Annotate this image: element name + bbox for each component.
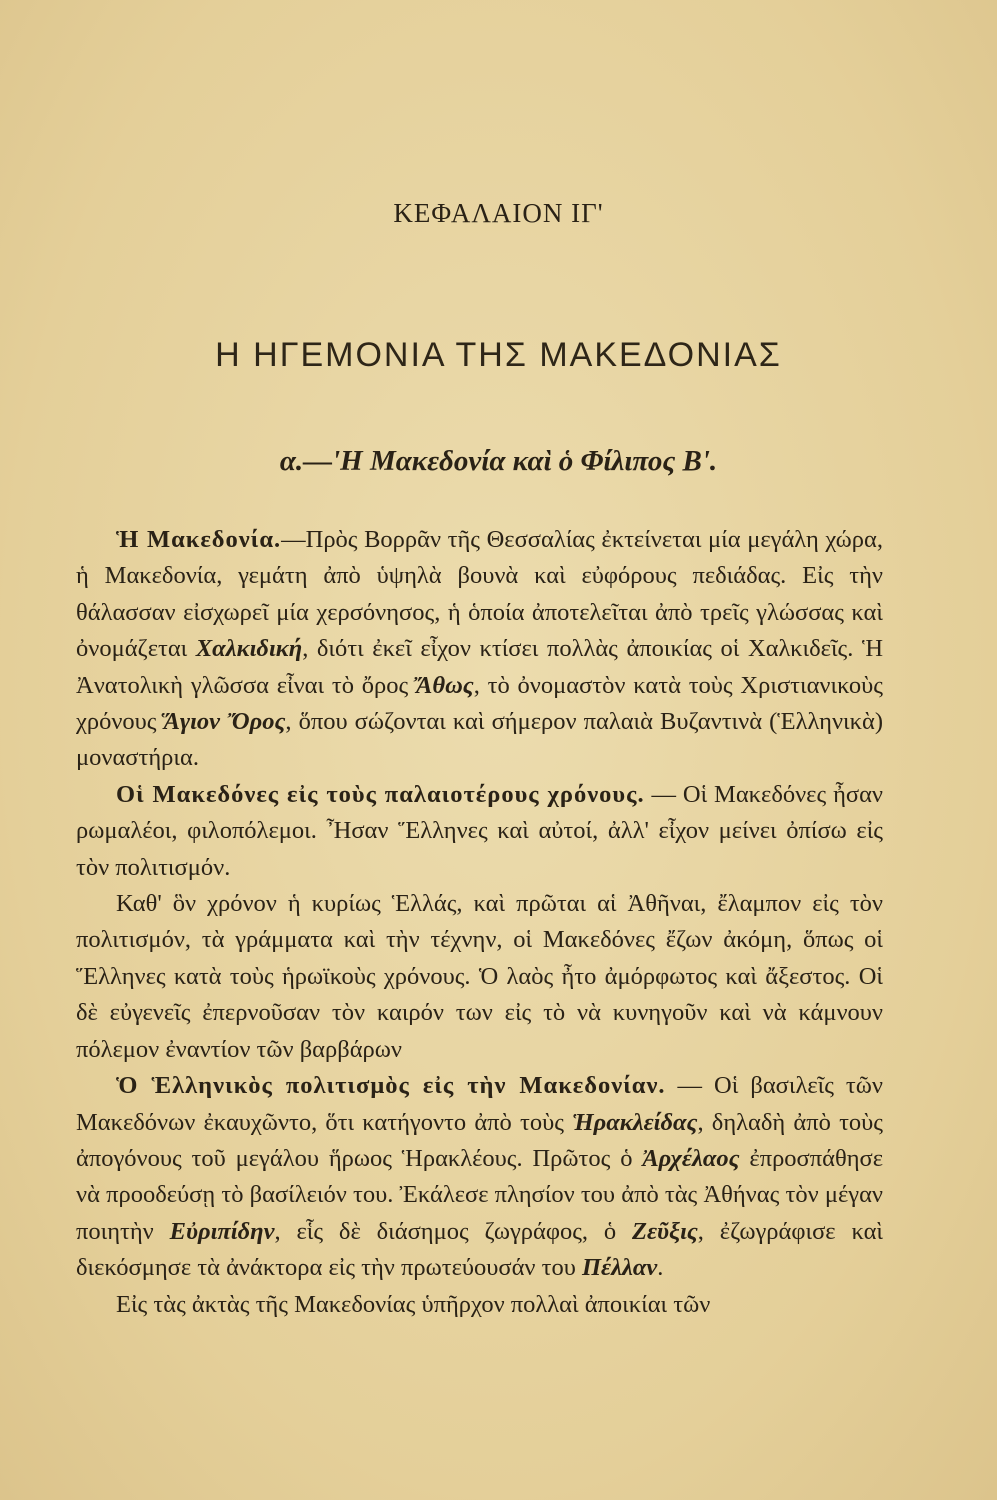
- paragraph-text: , ἐζωγράφισε καὶ διεκόσμησε τὰ ἀνάκτορα εἰς τὴν πρωτεύουσάν του: [76, 1217, 884, 1282]
- body-text: [76, 522, 883, 1323]
- paragraph-greek-era: [76, 886, 883, 1068]
- paragraph-text: , διότι ἐκεῖ εἶχον κτίσει πολλὰς ἀποικίας οἱ Χαλκιδεῖς. Ἡ Ἀνατολικὴ γλῶσσα εἶναι τὸ ὄρος: [76, 635, 883, 699]
- emphasis: Ἡρακλείδας: [572, 1108, 698, 1136]
- paragraph-hellenic-culture: [76, 1068, 883, 1286]
- paragraph-text: — Οἱ βασιλεῖς τῶν Μακεδόνων ἐκαυχῶντο, ὅτι κατήγοντο ἀπὸ τοὺς: [76, 1072, 883, 1136]
- emphasis: Πέλλαν: [581, 1254, 658, 1282]
- emphasis: Ἀρχέλαος: [642, 1144, 740, 1172]
- emphasis: Χαλκιδική: [195, 635, 303, 663]
- paragraph-text: — Οἱ Μακεδόνες ἦσαν ρωμαλέοι, φιλοπόλεμοι. Ἦσαν Ἕλληνες καὶ αὐτοί, ἀλλ' εἶχον μείνει ὀπίσω εἰς τὸν πολιτισμόν.: [76, 780, 884, 881]
- paragraph-text: .: [657, 1254, 664, 1282]
- paragraph-text: , ὅπου σώζονται καὶ σήμερον παλαιὰ Βυζαντινὰ (Ἑλληνικὰ) μοναστήρια.: [76, 708, 883, 772]
- paragraph-heading: Ἡ Μακεδονία.: [116, 526, 282, 553]
- paragraph-text: , εἷς δὲ διάσημος ζωγράφος, ὁ: [274, 1217, 633, 1245]
- paragraph-text: , τὸ ὀνομαστὸν κατὰ τοὺς Χριστιανικοὺς χρόνους: [76, 671, 883, 736]
- chapter-label: ΚΕΦΑΛΑΙΟΝ ΙΓ': [393, 198, 604, 228]
- paragraph-colonies: [76, 1287, 883, 1323]
- paragraph-text: —Πρὸς Βορρᾶν τῆς Θεσσαλίας ἐκτείνεται μία μεγάλη χώρα, ἡ Μακεδονία, γεμάτη ἀπὸ ὑψηλὰ βουνὰ καὶ εὐφόρους πεδιάδας. Εἰς τὴν θάλασσαν εἰσχωρεῖ μία χερσόνησος, ἡ ὁποία ἀποτελεῖται ἀπὸ τρεῖς γλώσσας καὶ ὀνομάζεται: [76, 526, 883, 663]
- paragraph-text: Καθ' ὃν χρόνον ἡ κυρίως Ἑλλάς, καὶ πρῶται αἱ Ἀθῆναι, ἔλαμπον εἰς τὸν πολιτισμόν, τὰ γράμματα καὶ τὴν τέχνην, οἱ Μακεδόνες ἔζων ἀκόμη, ὅπως οἱ Ἕλληνες κατὰ τοὺς ἡρωϊκοὺς χρόνους. Ὁ λαὸς ἦτο ἀμόρφωτος καὶ ἄξεστος. Οἱ δὲ εὐγενεῖς ἐπερνοῦσαν τὸν καιρόν των εἰς τὸ νὰ κυνηγοῦν καὶ νὰ κάμνουν πόλεμον ἐναντίον τῶν βαρβάρων: [76, 890, 883, 1063]
- page-title: Η ΗΓΕΜΟΝΙΑ ΤΗΣ ΜΑΚΕΔΟΝΙΑΣ: [215, 336, 782, 374]
- paragraph-heading: Οἱ Μακεδόνες εἰς τοὺς παλαιοτέρους χρόνους.: [116, 780, 645, 808]
- paragraph-text: Εἰς τὰς ἀκτὰς τῆς Μακεδονίας ὑπῆρχον πολλαὶ ἀποικίαι τῶν: [116, 1290, 711, 1318]
- section-subtitle: α.—'Η Μακεδονία καὶ ὁ Φίλιπος Β'.: [279, 445, 718, 477]
- emphasis: Ἅγιον Ὄρος: [163, 708, 286, 736]
- paragraph-heading: Ὁ Ἑλληνικὸς πολιτισμὸς εἰς τὴν Μακεδονίαν.: [116, 1072, 666, 1100]
- emphasis: Ἄθως: [416, 671, 474, 699]
- paragraph-macedonia: [76, 522, 883, 777]
- emphasis: Εὐριπίδην: [169, 1217, 275, 1245]
- paragraph-text: ἐπροσπάθησε νὰ προοδεύσῃ τὸ βασίλειόν του. Ἐκάλεσε πλησίον του ἀπὸ τὰς Ἀθήνας τὸν μέγαν ποιητὴν: [76, 1144, 884, 1245]
- emphasis: Ζεῦξις: [632, 1217, 698, 1245]
- paragraph-early-macedonians: [76, 777, 883, 886]
- paragraph-text: , δηλαδὴ ἀπὸ τοὺς ἀπογόνους τοῦ μεγάλου ἥρωος Ἡρακλέους. Πρῶτος ὁ: [76, 1108, 883, 1172]
